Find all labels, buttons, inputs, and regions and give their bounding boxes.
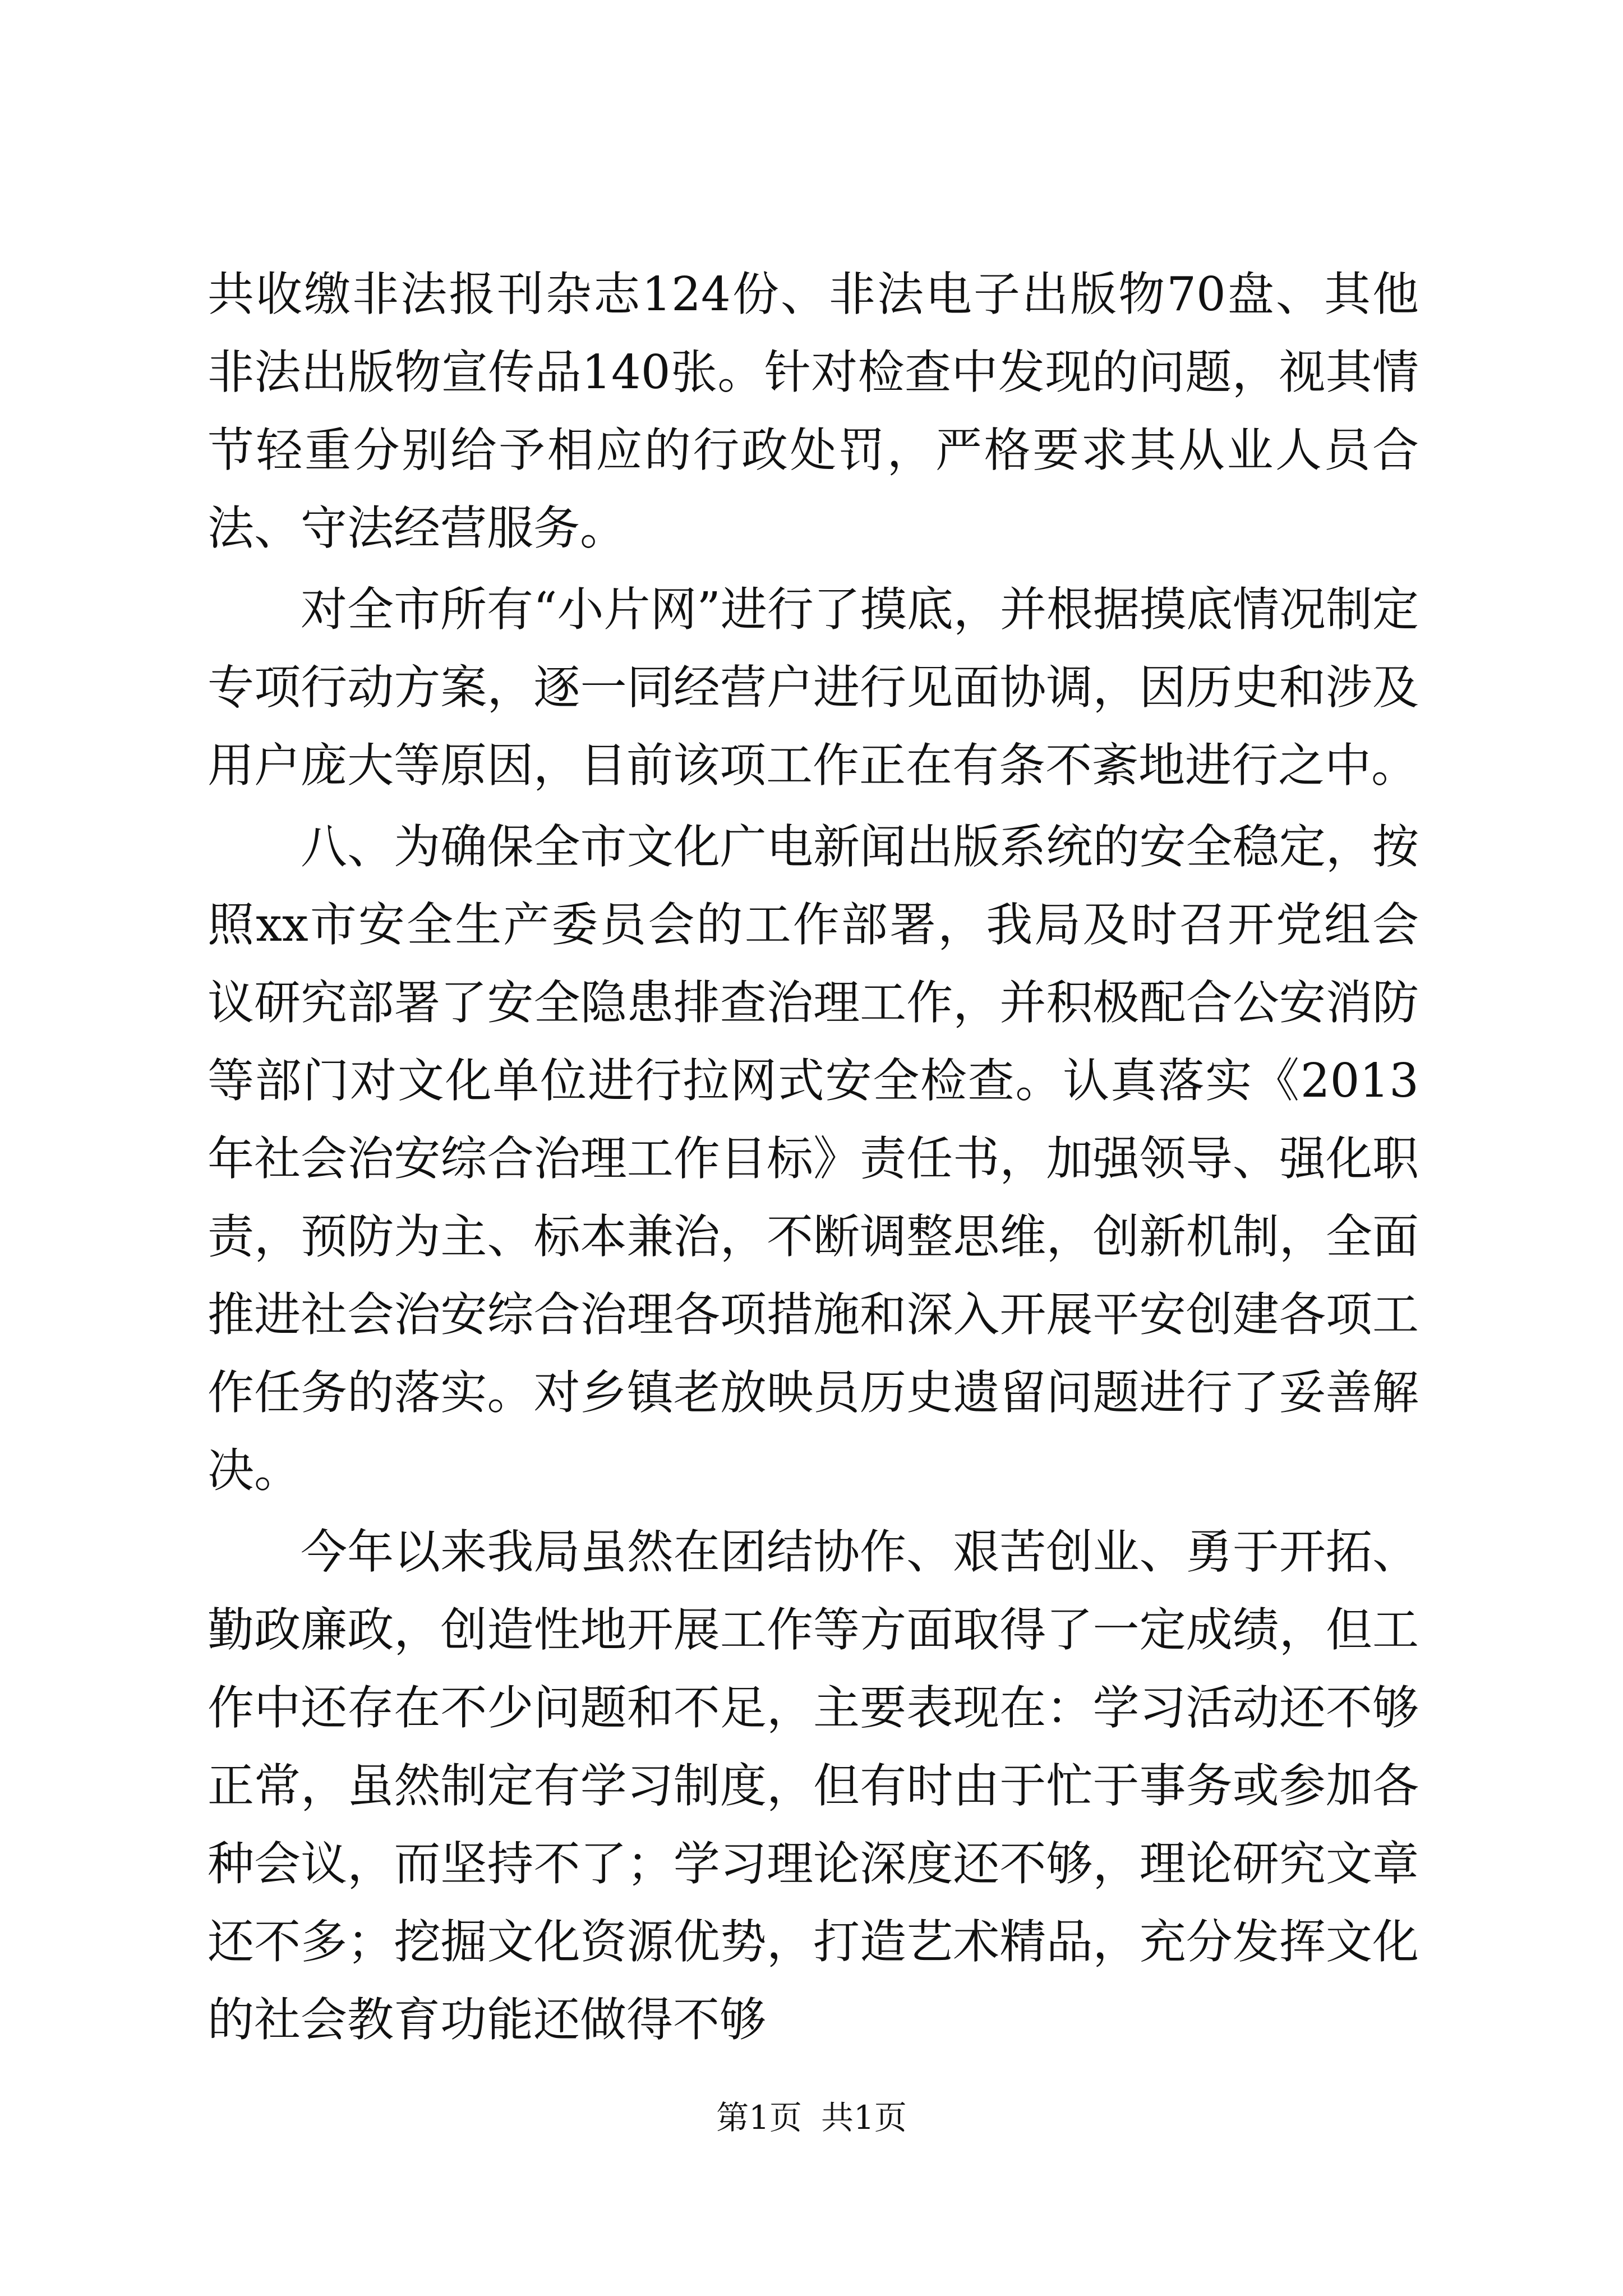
page-footer xyxy=(0,2095,1623,2140)
document-body xyxy=(208,255,1419,2062)
paragraph: 对全市所有“小片网”进行了摸底，并根据摸底情况制定专项行动方案，逐一同经营户进行见面协调，因历史和涉及用户庞大等原因，目前该项工作正在有条不紊地进行之中。 xyxy=(208,582,1419,793)
paragraph: 八、为确保全市文化广电新闻出版系统的安全稳定，按照xx市安全生产委员会的工作部署，我局及时召开党组会议研究部署了安全隐患排查治理工作，并积极配合公安消防等部门对文化单位进行拉网式安全检查。认真落实《2013年社会治安综合治理工作目标》责任书，加强领导、强化职责，预防为主、标本兼治，不断调整思维，创新机制，全面推进社会治安综合治理各项措施和深入开展平安创建各项工作任务的落实。对乡镇老放映员历史遗留问题进行了妥善解决。 xyxy=(208,820,1419,1498)
paragraph-continued: 共收缴非法报刊杂志124份、非法电子出版物70盘、其他非法出版物宣传品140张。针对检查中发现的问题，视其情节轻重分别给予相应的行政处罚，严格要求其从业人员合法、守法经营服务。 xyxy=(208,267,1419,555)
page-number: 第1页 xyxy=(716,2099,802,2137)
paragraph: 今年以来我局虽然在团结协作、艰苦创业、勇于开拓、勤政廉政，创造性地开展工作等方面取得了一定成绩，但工作中还存在不少问题和不足，主要表现在：学习活动还不够正常，虽然制定有学习制度，但有时由于忙于事务或参加各种会议，而坚持不了；学习理论深度还不够，理论研究文章还不多；挖掘文化资源优势，打造艺术精品，充分发挥文化的社会教育功能还做得不够 xyxy=(208,1525,1419,2047)
page-total: 共1页 xyxy=(821,2099,907,2137)
